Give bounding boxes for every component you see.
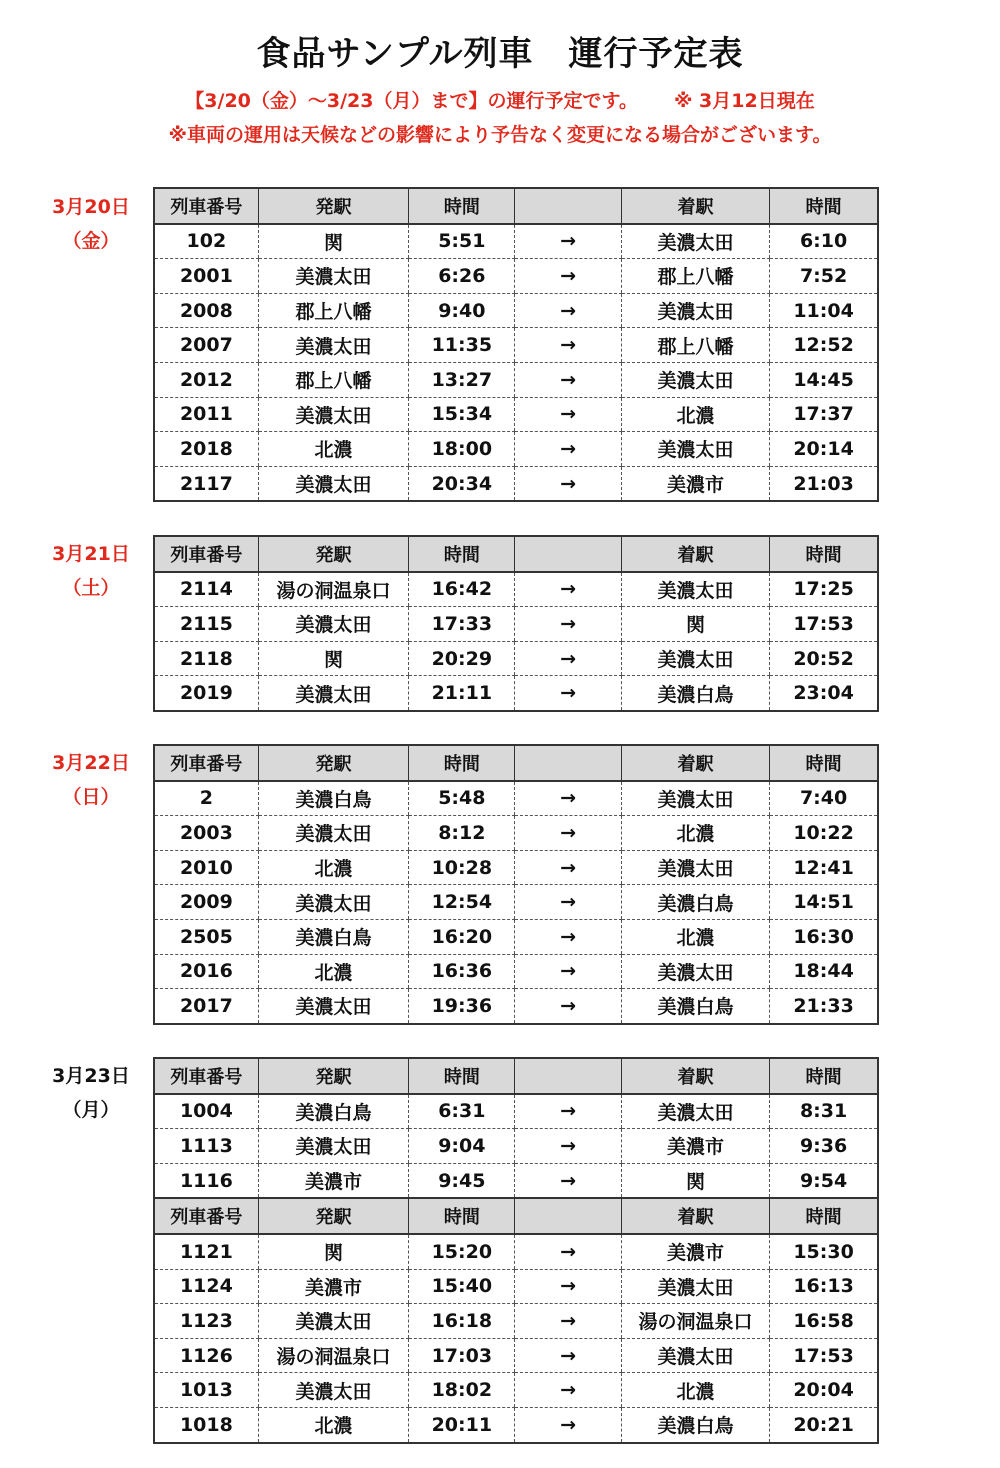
arrival-station: 美濃白鳥 <box>621 885 769 920</box>
arrow: → <box>515 607 621 642</box>
day-weekday: （月） <box>62 1099 120 1121</box>
table-row <box>154 1304 878 1339</box>
arrow: → <box>515 781 621 816</box>
page-title: 食品サンプル列車 運行予定表 <box>256 34 744 74</box>
departure-station: 湯の洞温泉口 <box>258 1338 408 1373</box>
arrival-time: 9:36 <box>770 1129 878 1164</box>
departure-station: 湯の洞温泉口 <box>258 572 408 607</box>
arrival-station: 美濃太田 <box>621 1094 769 1129</box>
departure-time: 15:40 <box>409 1269 515 1304</box>
arrival-time: 20:14 <box>770 432 878 467</box>
departure-station: 美濃太田 <box>258 1129 408 1164</box>
arrival-time: 12:52 <box>770 328 878 363</box>
table-row <box>154 989 878 1024</box>
train-number: 1113 <box>154 1129 258 1164</box>
departure-station: 美濃市 <box>258 1269 408 1304</box>
arrival-station: 美濃市 <box>621 1129 769 1164</box>
arrival-station: 美濃太田 <box>621 954 769 989</box>
arrival-station: 美濃白鳥 <box>621 989 769 1024</box>
train-number: 1116 <box>154 1163 258 1198</box>
departure-time: 6:26 <box>409 259 515 294</box>
arrival-time: 23:04 <box>770 676 878 711</box>
departure-station: 美濃太田 <box>258 676 408 711</box>
train-number: 1121 <box>154 1234 258 1269</box>
column-header <box>515 188 621 224</box>
arrival-station: 郡上八幡 <box>621 328 769 363</box>
arrival-time: 6:10 <box>770 224 878 259</box>
arrow: → <box>515 989 621 1024</box>
departure-station: 美濃太田 <box>258 397 408 432</box>
departure-station: 郡上八幡 <box>258 293 408 328</box>
train-number: 2008 <box>154 293 258 328</box>
train-number: 2505 <box>154 919 258 954</box>
departure-station: 関 <box>258 641 408 676</box>
departure-time: 16:42 <box>409 572 515 607</box>
departure-time: 20:34 <box>409 466 515 501</box>
departure-station: 北濃 <box>258 850 408 885</box>
train-number: 2115 <box>154 607 258 642</box>
notice-asof: ※ 3月12日現在 <box>673 90 815 112</box>
arrival-station: 美濃白鳥 <box>621 1407 769 1442</box>
table-row <box>154 1338 878 1373</box>
table-row <box>154 1094 878 1129</box>
departure-time: 15:20 <box>409 1234 515 1269</box>
train-number: 1004 <box>154 1094 258 1129</box>
table-row <box>154 328 878 363</box>
departure-station: 北濃 <box>258 432 408 467</box>
arrival-station: 北濃 <box>621 397 769 432</box>
column-header: 時間 <box>770 1198 878 1234</box>
table-row <box>154 641 878 676</box>
arrival-time: 20:04 <box>770 1373 878 1408</box>
column-header: 列車番号 <box>154 536 258 572</box>
arrival-time: 21:03 <box>770 466 878 501</box>
train-number: 2009 <box>154 885 258 920</box>
departure-time: 19:36 <box>409 989 515 1024</box>
train-number: 2019 <box>179 682 233 705</box>
column-header: 時間 <box>770 188 878 224</box>
arrow: → <box>515 816 621 851</box>
train-number: 2011 <box>154 397 258 432</box>
departure-station: 美濃市 <box>258 1163 408 1198</box>
timetable <box>153 187 879 502</box>
arrow: → <box>515 885 621 920</box>
column-header: 時間 <box>409 1198 515 1234</box>
train-number: 2 <box>154 781 258 816</box>
departure-time: 15:34 <box>409 397 515 432</box>
table-header-row <box>154 745 878 781</box>
train-number: 2018 <box>154 432 258 467</box>
column-header: 着駅 <box>621 745 769 781</box>
arrival-time: 20:52 <box>770 641 878 676</box>
departure-station: 美濃白鳥 <box>258 919 408 954</box>
arrival-time: 14:51 <box>770 885 878 920</box>
arrow: → <box>515 850 621 885</box>
table-row <box>154 1373 878 1408</box>
arrow: → <box>515 1094 621 1129</box>
arrow: → <box>515 919 621 954</box>
departure-time: 11:35 <box>409 328 515 363</box>
arrival-time: 18:44 <box>770 954 878 989</box>
table-row <box>154 816 878 851</box>
arrival-station: 関 <box>621 1163 769 1198</box>
train-number: 2016 <box>154 954 258 989</box>
timetable <box>153 535 879 712</box>
departure-time: 18:02 <box>409 1373 515 1408</box>
arrival-station: 美濃太田 <box>621 850 769 885</box>
table-row <box>154 1129 878 1164</box>
table-row <box>154 293 878 328</box>
departure-station: 美濃太田 <box>258 885 408 920</box>
arrival-station: 湯の洞温泉口 <box>621 1304 769 1339</box>
departure-time: 13:27 <box>409 362 515 397</box>
departure-time: 9:45 <box>409 1163 515 1198</box>
arrow: → <box>515 466 621 501</box>
arrow: → <box>515 954 621 989</box>
table-row <box>154 224 878 259</box>
arrival-time: 11:04 <box>770 293 878 328</box>
departure-time: 21:11 <box>409 676 515 711</box>
column-header: 列車番号 <box>154 188 258 224</box>
column-header: 発駅 <box>258 536 408 572</box>
column-header: 時間 <box>409 536 515 572</box>
arrival-time: 8:31 <box>770 1094 878 1129</box>
column-header: 列車番号 <box>154 1198 258 1234</box>
arrival-station: 美濃太田 <box>621 224 769 259</box>
arrival-station: 美濃太田 <box>621 572 769 607</box>
train-number: 1124 <box>154 1269 258 1304</box>
table-row <box>154 954 878 989</box>
train-number: 2114 <box>154 572 258 607</box>
train-number: 1123 <box>154 1304 258 1339</box>
table-row <box>154 466 878 501</box>
column-header: 発駅 <box>258 188 408 224</box>
arrival-time: 16:30 <box>770 919 878 954</box>
arrival-time: 7:52 <box>770 259 878 294</box>
train-number: 2001 <box>154 259 258 294</box>
table-row <box>154 781 878 816</box>
table-row <box>154 1163 878 1198</box>
table-row <box>154 362 878 397</box>
departure-time: 20:11 <box>409 1407 515 1442</box>
departure-time: 6:31 <box>409 1094 515 1129</box>
arrival-time: 10:22 <box>770 816 878 851</box>
arrival-station: 美濃太田 <box>621 293 769 328</box>
arrival-time: 17:53 <box>770 1338 878 1373</box>
departure-station: 美濃太田 <box>258 1304 408 1339</box>
column-header: 時間 <box>770 536 878 572</box>
train-number: 2017 <box>179 994 233 1017</box>
train-number: 102 <box>154 224 258 259</box>
arrow: → <box>515 1304 621 1339</box>
table-header-row <box>154 188 878 224</box>
arrow: → <box>515 1234 621 1269</box>
arrival-station: 北濃 <box>621 919 769 954</box>
arrival-time: 17:37 <box>770 397 878 432</box>
departure-station: 美濃太田 <box>258 1373 408 1408</box>
departure-station: 美濃太田 <box>258 466 408 501</box>
column-header: 時間 <box>770 745 878 781</box>
day-weekday: （日） <box>62 786 120 808</box>
arrival-time: 16:58 <box>770 1304 878 1339</box>
arrow: → <box>515 1373 621 1408</box>
train-number: 1013 <box>154 1373 258 1408</box>
column-header: 発駅 <box>258 745 408 781</box>
arrow: → <box>515 572 621 607</box>
column-header <box>515 1058 621 1094</box>
departure-station: 美濃白鳥 <box>258 1094 408 1129</box>
arrival-time: 14:45 <box>770 362 878 397</box>
column-header: 時間 <box>770 1058 878 1094</box>
table-row <box>154 1234 878 1269</box>
table-row <box>154 432 878 467</box>
arrow: → <box>515 641 621 676</box>
arrival-station: 美濃市 <box>621 466 769 501</box>
column-header: 着駅 <box>621 1058 769 1094</box>
arrow: → <box>515 1338 621 1373</box>
train-number: 1018 <box>179 1413 233 1436</box>
departure-time: 5:51 <box>409 224 515 259</box>
arrival-station: 郡上八幡 <box>621 259 769 294</box>
arrival-time: 12:41 <box>770 850 878 885</box>
table-header-row <box>154 536 878 572</box>
day-date: 3月22日 <box>52 752 130 774</box>
table-row <box>154 607 878 642</box>
arrival-time: 15:30 <box>770 1234 878 1269</box>
arrow: → <box>515 328 621 363</box>
arrival-time: 21:33 <box>770 989 878 1024</box>
train-number: 2118 <box>154 641 258 676</box>
column-header: 列車番号 <box>154 1058 258 1094</box>
notice-period <box>0 86 1000 113</box>
arrow: → <box>515 1129 621 1164</box>
notice-weather: ※車両の運用は天候などの影響により予告なく変更になる場合がございます。 <box>168 124 832 146</box>
arrow: → <box>515 293 621 328</box>
departure-time: 16:36 <box>409 954 515 989</box>
table-row <box>154 919 878 954</box>
column-header: 着駅 <box>621 1198 769 1234</box>
departure-station: 郡上八幡 <box>258 362 408 397</box>
arrival-station: 美濃太田 <box>621 362 769 397</box>
arrival-time: 17:53 <box>770 607 878 642</box>
departure-time: 5:48 <box>409 781 515 816</box>
train-number: 1126 <box>154 1338 258 1373</box>
column-header: 列車番号 <box>154 745 258 781</box>
column-header <box>515 536 621 572</box>
arrow: → <box>515 1269 621 1304</box>
departure-station: 美濃太田 <box>258 259 408 294</box>
arrival-time: 9:54 <box>770 1163 878 1198</box>
table-row <box>154 850 878 885</box>
table-header-row <box>154 1198 878 1234</box>
departure-station: 美濃太田 <box>258 607 408 642</box>
departure-station: 北濃 <box>258 954 408 989</box>
arrow: → <box>515 224 621 259</box>
arrow: → <box>515 362 621 397</box>
timetable <box>153 1057 879 1444</box>
departure-station: 美濃太田 <box>258 328 408 363</box>
train-number: 2117 <box>179 472 233 495</box>
arrow: → <box>515 397 621 432</box>
table-row <box>154 1269 878 1304</box>
column-header: 発駅 <box>258 1058 408 1094</box>
table-row <box>154 397 878 432</box>
arrow: → <box>515 259 621 294</box>
arrival-station: 美濃太田 <box>621 1269 769 1304</box>
arrival-time: 16:13 <box>770 1269 878 1304</box>
table-row <box>154 1407 878 1442</box>
departure-time: 12:54 <box>409 885 515 920</box>
column-header: 発駅 <box>258 1198 408 1234</box>
arrival-station: 美濃市 <box>621 1234 769 1269</box>
arrival-station: 美濃太田 <box>621 641 769 676</box>
day-weekday: （金） <box>62 230 120 252</box>
table-row <box>154 259 878 294</box>
arrival-time: 7:40 <box>770 781 878 816</box>
departure-station: 美濃太田 <box>258 989 408 1024</box>
day-date: 3月23日 <box>52 1065 130 1087</box>
arrow: → <box>515 1163 621 1198</box>
column-header <box>515 1198 621 1234</box>
arrival-station: 北濃 <box>621 816 769 851</box>
day-date: 3月21日 <box>52 543 130 565</box>
departure-time: 18:00 <box>409 432 515 467</box>
departure-station: 美濃白鳥 <box>258 781 408 816</box>
notice-period-text: 【3/20（金）～3/23（月）まで】の運行予定です。 <box>185 90 638 112</box>
departure-station: 美濃太田 <box>258 816 408 851</box>
column-header: 着駅 <box>621 188 769 224</box>
arrival-time: 17:25 <box>770 572 878 607</box>
arrival-station: 美濃太田 <box>621 432 769 467</box>
table-row <box>154 676 878 711</box>
arrow: → <box>515 676 621 711</box>
day-weekday: （土） <box>62 577 120 599</box>
departure-time: 8:12 <box>409 816 515 851</box>
timetable <box>153 744 879 1025</box>
day-date: 3月20日 <box>52 196 130 218</box>
arrival-station: 関 <box>621 607 769 642</box>
departure-time: 16:20 <box>409 919 515 954</box>
departure-time: 16:18 <box>409 1304 515 1339</box>
arrow: → <box>515 1407 621 1442</box>
column-header <box>515 745 621 781</box>
arrival-time: 20:21 <box>770 1407 878 1442</box>
departure-station: 北濃 <box>258 1407 408 1442</box>
arrival-station: 美濃白鳥 <box>621 676 769 711</box>
train-number: 2007 <box>154 328 258 363</box>
arrival-station: 北濃 <box>621 1373 769 1408</box>
departure-time: 9:40 <box>409 293 515 328</box>
departure-time: 10:28 <box>409 850 515 885</box>
column-header: 着駅 <box>621 536 769 572</box>
table-header-row <box>154 1058 878 1094</box>
column-header: 時間 <box>409 188 515 224</box>
table-row <box>154 572 878 607</box>
departure-time: 17:33 <box>409 607 515 642</box>
departure-time: 20:29 <box>409 641 515 676</box>
arrow: → <box>515 432 621 467</box>
train-number: 2012 <box>154 362 258 397</box>
column-header: 時間 <box>409 745 515 781</box>
arrival-station: 美濃太田 <box>621 1338 769 1373</box>
departure-time: 9:04 <box>409 1129 515 1164</box>
column-header: 時間 <box>409 1058 515 1094</box>
departure-station: 関 <box>258 224 408 259</box>
train-number: 2010 <box>154 850 258 885</box>
train-number: 2003 <box>154 816 258 851</box>
table-row <box>154 885 878 920</box>
arrival-station: 美濃太田 <box>621 781 769 816</box>
departure-station: 関 <box>258 1234 408 1269</box>
departure-time: 17:03 <box>409 1338 515 1373</box>
